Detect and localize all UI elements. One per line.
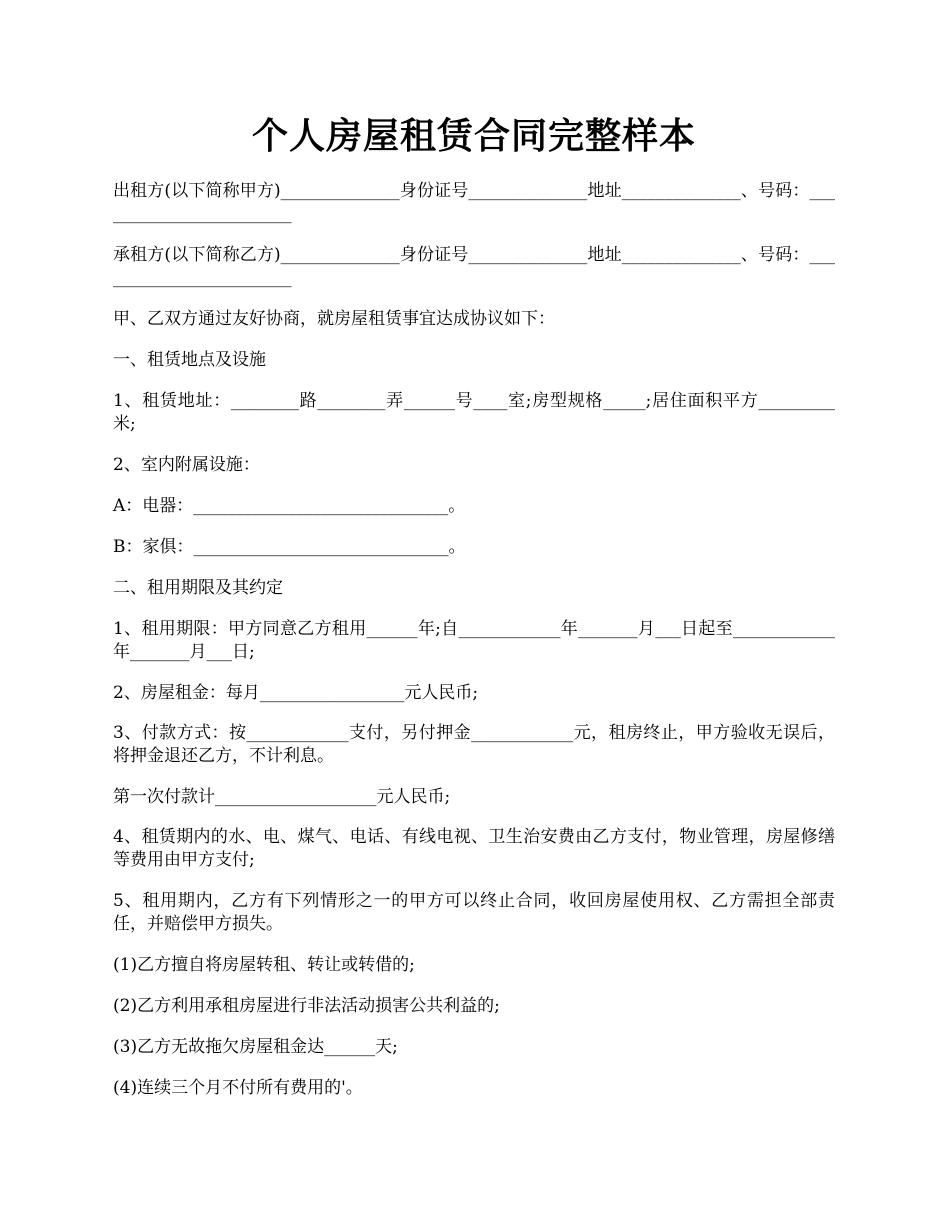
termination-paragraph: 5、租用期内，乙方有下列情形之一的甲方可以终止合同，收回房屋使用权、乙方需担全部责任，并赔偿甲方损失。: [113, 891, 835, 934]
appliances-line: A：电器：______________________________。: [113, 496, 466, 516]
document-title: 个人房屋租赁合同完整样本: [251, 115, 696, 157]
first-payment-paragraph: 第一次付款计___________________元人民币;: [113, 787, 451, 807]
termination-clause-2: (2)乙方利用承租房屋进行非法活动损害公共利益的;: [113, 996, 500, 1016]
agreement-intro-paragraph: 甲、乙双方通过友好协商，就房屋租赁事宜达成协议如下：: [113, 309, 555, 329]
utilities-paragraph: 4、租赁期内的水、电、煤气、电话、有线电视、卫生治安费由乙方支付，物业管理，房屋修缮等费用由甲方支付;: [113, 827, 835, 870]
lessee-info-paragraph: 承租方(以下简称乙方)______________身份证号______________地址______________、号码：________________________: [113, 245, 835, 288]
monthly-rent-paragraph: 2、房屋租金：每月_________________元人民币;: [113, 683, 479, 703]
lessor-info-paragraph: 出租方(以下简称甲方)______________身份证号______________地址______________、号码：________________________: [113, 181, 835, 224]
section-heading-location: 一、租赁地点及设施: [113, 350, 266, 370]
lease-term-paragraph: 1、租用期限：甲方同意乙方租用______年;自____________年_______月___日起至____________年_______月___日;: [113, 619, 835, 662]
rental-address-paragraph: 1、租赁地址：________路________弄______号____室;房型规格_____;居住面积平方_________米;: [113, 391, 835, 434]
furniture-line: B：家俱：______________________________。: [113, 537, 466, 557]
termination-clause-4: (4)连续三个月不付所有费用的'。: [113, 1078, 363, 1098]
facilities-heading: 2、室内附属设施：: [113, 455, 260, 475]
payment-method-paragraph: 3、付款方式：按____________支付，另付押金____________元，租房终止，甲方验收无误后，将押金退还乙方，不计利息。: [113, 723, 835, 766]
section-heading-term: 二、租用期限及其约定: [113, 578, 283, 598]
termination-clause-1: (1)乙方擅自将房屋转租、转让或转借的;: [113, 955, 415, 975]
termination-clause-3: (3)乙方无故拖欠房屋租金达______天;: [113, 1037, 398, 1057]
